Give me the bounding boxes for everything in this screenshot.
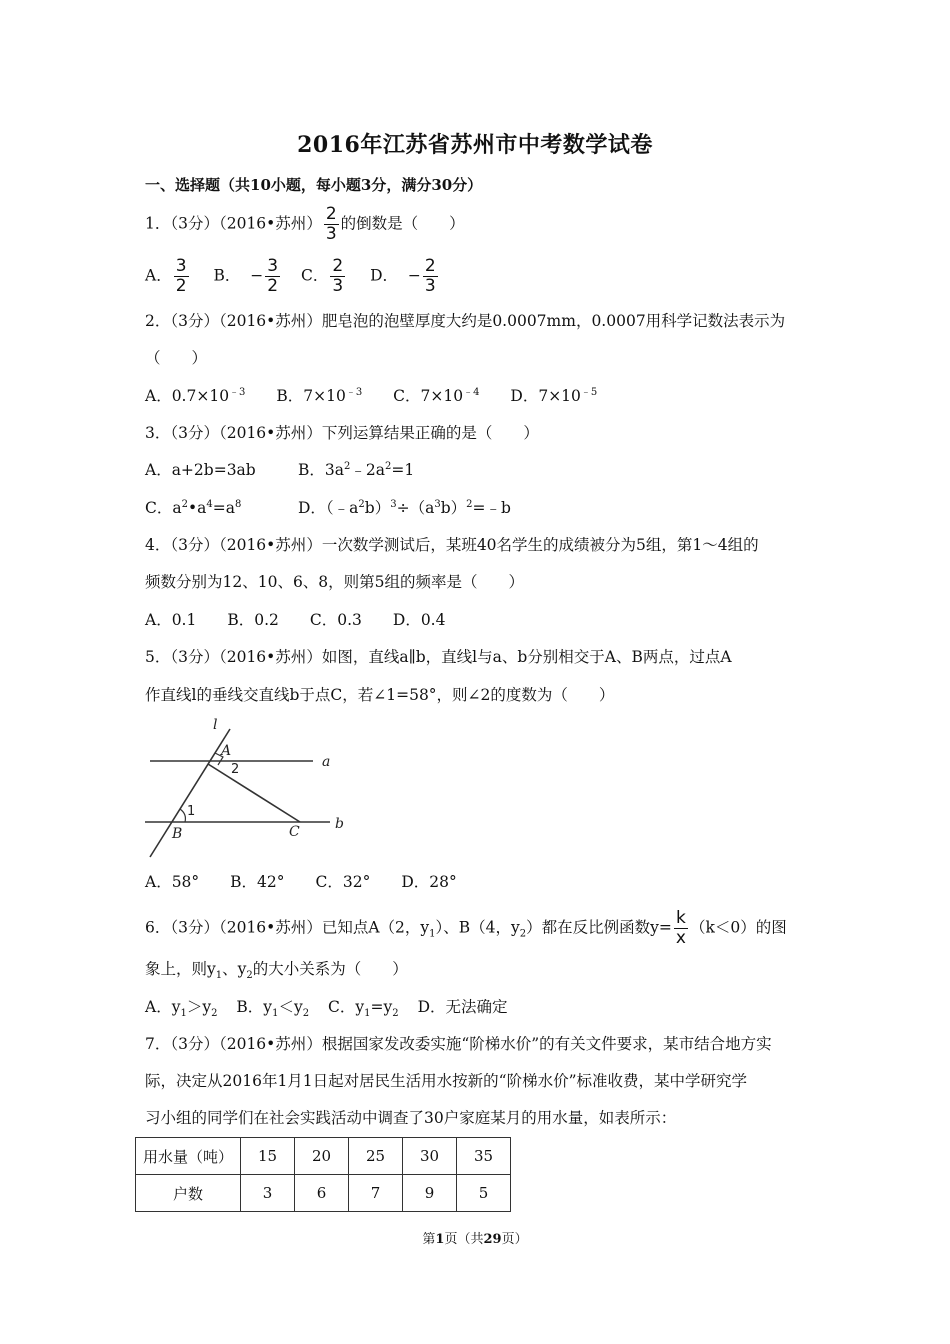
option-d[interactable]: D． − $\frac{2}{3}$ (370, 256, 436, 296)
table-cell: 15 (241, 1138, 295, 1175)
fraction: $\frac{k}{x}$ (675, 908, 686, 948)
question-7-stem: 7．（3分）（2016•苏州）根据国家发改委实施“阶梯水价”的有关文件要求，某市结合地方实 (145, 1035, 772, 1053)
option-b[interactable]: B．$7\times 10^{﹣3}$ (276, 386, 363, 405)
geometry-figure (135, 712, 355, 862)
option-b[interactable]: B．$3a^2﹣2a^2=1$ (298, 460, 415, 479)
table-cell: 20 (295, 1138, 349, 1175)
table-cell: 9 (403, 1175, 457, 1212)
question-1-stem: 1．（3分）（2016•苏州） $\frac{2}{3}$ 的倒数是（ ） (145, 204, 465, 244)
label-a: a (322, 754, 331, 770)
question-7-stem-cont2: 习小组的同学们在社会实践活动中调查了30户家庭某月的用水量，如表所示： (145, 1109, 677, 1127)
question-7-stem-cont: 际，决定从2016年1月1日起对居民生活用水按新的“阶梯水价”标准收费，某中学研究学 (145, 1072, 748, 1090)
fraction: $\frac{2}{3}$ (325, 204, 337, 244)
label-A: A (221, 743, 232, 759)
table-header-cell: 户数 (136, 1175, 241, 1212)
question-3-stem: 3．（3分）（2016•苏州）下列运算结果正确的是（ ） (145, 424, 539, 442)
option-c[interactable]: C． $\frac{2}{3}$ (300, 256, 344, 296)
table-cell: 6 (295, 1175, 349, 1212)
table-cell: 35 (457, 1138, 511, 1175)
option-a[interactable]: A．a+2b=3ab (145, 461, 256, 479)
table-header-cell: 用水量（吨） (136, 1138, 241, 1175)
line-l (150, 729, 230, 857)
water-usage-table (135, 1137, 511, 1212)
table-row (136, 1175, 511, 1212)
label-l: l (213, 717, 218, 733)
label-B: B (172, 826, 183, 842)
option-a[interactable]: A．$y_1>y_2$ (145, 998, 218, 1020)
question-2-options (145, 386, 597, 406)
question-2-stem-cont: （ ） (145, 349, 208, 367)
option-d[interactable]: D．$7\times 10^{﹣5}$ (510, 386, 598, 405)
label-angle-1: 1 (187, 804, 196, 819)
table-cell: 30 (403, 1138, 457, 1175)
table-cell: 5 (457, 1175, 511, 1212)
question-1-options (145, 258, 440, 295)
option-a[interactable]: A．$0.7\times 10^{﹣3}$ (145, 386, 246, 405)
label-C: C (289, 824, 300, 840)
question-4-options[interactable]: A．0.1 B．0.2 C．0.3 D．0.4 (145, 611, 446, 629)
question-2-stem: 2．（3分）（2016•苏州）肥皂泡的泡壁厚度大约是0.0007mm，0.0007用科学记数法表示为 (145, 312, 786, 330)
question-5-stem-cont: 作直线l的垂线交直线b于点C，若∠1=58°，则∠2的度数为（ ） (145, 686, 615, 704)
table-cell: 25 (349, 1138, 403, 1175)
question-6-stem-cont: 象上，则$y_1$、$y_2$的大小关系为（ ） (145, 960, 408, 982)
page-footer: 第1页（共29页） (422, 1232, 528, 1247)
option-c[interactable]: C．$y_1=y_2$ (328, 998, 399, 1020)
question-6-stem: 6．（3分）（2016•苏州）已知点A（2，$y_1$）、B（4，$y_2$）都在反比例函数y= $\frac{k}{x}$ （k＜0）的图 (145, 908, 787, 948)
label-angle-2: 2 (231, 762, 240, 777)
table-row (136, 1138, 511, 1175)
table-cell: 3 (241, 1175, 295, 1212)
table-cell: 7 (349, 1175, 403, 1212)
option-c[interactable]: C．$7\times 10^{﹣4}$ (393, 386, 480, 405)
question-4-stem: 4．（3分）（2016•苏州）一次数学测试后，某班40名学生的成绩被分为5组，第1～4组的 (145, 536, 759, 554)
option-c[interactable]: C．$a^2•a^4=a^8$ (145, 498, 242, 517)
option-b[interactable]: B．$y_1<y_2$ (236, 998, 310, 1020)
option-a[interactable]: A． $\frac{3}{2}$ (145, 256, 187, 296)
section-heading: 一、选择题（共10小题，每小题3分，满分30分） (145, 176, 483, 194)
label-b: b (335, 816, 344, 832)
question-5-options[interactable]: A．58° B．42° C．32° D．28° (145, 873, 457, 891)
option-d[interactable]: D．无法确定 (417, 998, 508, 1016)
page-title: 2016年江苏省苏州市中考数学试卷 (297, 132, 653, 158)
angle-1-arc (180, 809, 185, 822)
option-d[interactable]: D．$(﹣a^2b)^3\div(a^3b)^2=﹣b$ (298, 498, 511, 517)
option-b[interactable]: B． − $\frac{3}{2}$ (213, 256, 279, 296)
segment-AC (208, 764, 300, 822)
question-6-options (145, 997, 508, 1020)
question-5-stem: 5．（3分）（2016•苏州）如图，直线a∥b，直线l与a、b分别相交于A、B两点，过点A (145, 648, 732, 666)
question-4-stem-cont: 频数分别为12、10、6、8，则第5组的频率是（ ） (145, 573, 525, 591)
